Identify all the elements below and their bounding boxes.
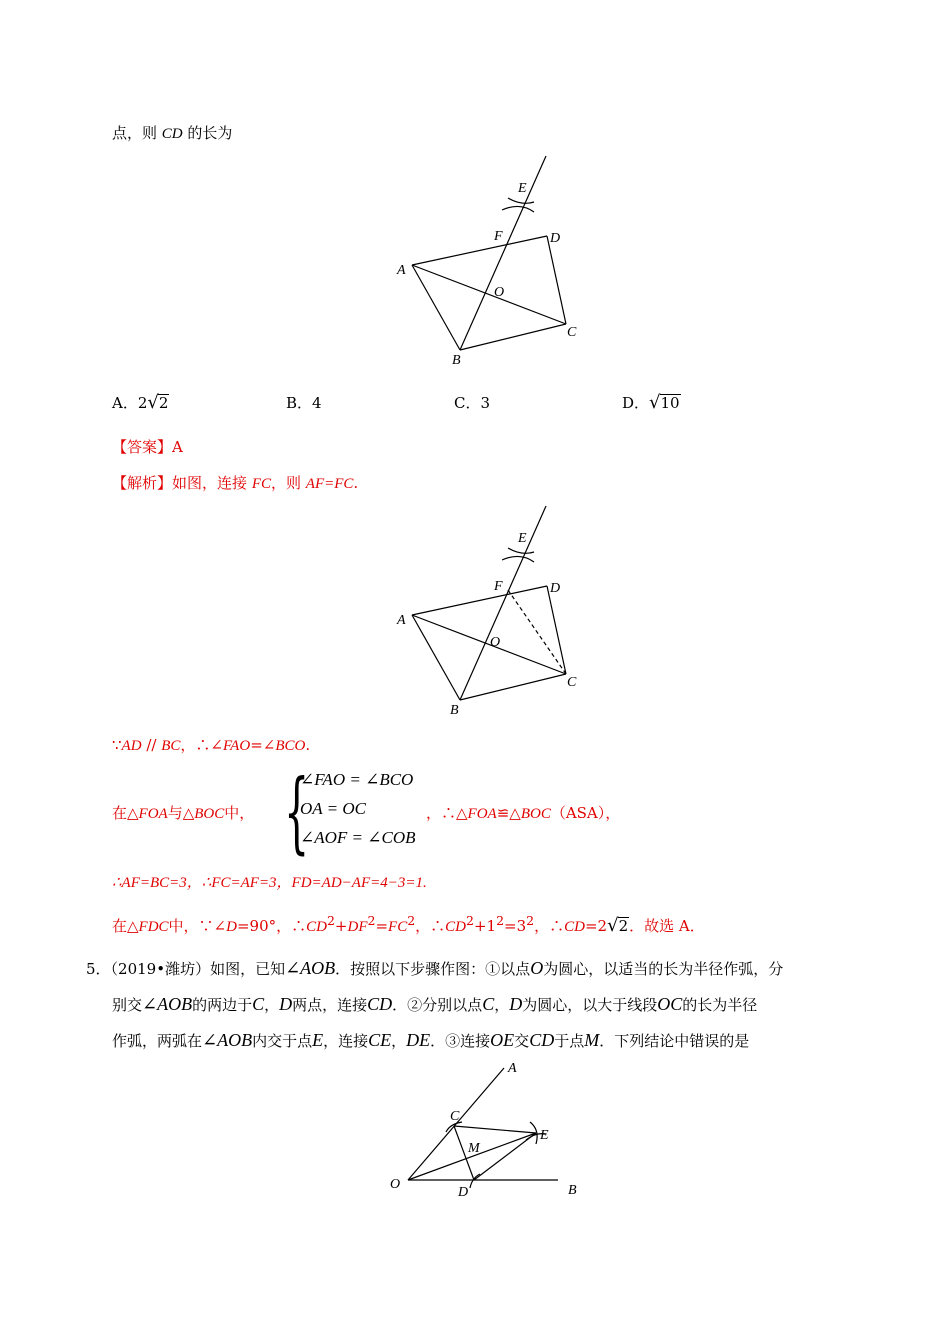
label-A: A	[508, 1061, 517, 1076]
label-F: F	[494, 579, 503, 594]
figure-analysis	[380, 500, 600, 720]
label-O: O	[390, 1177, 401, 1192]
label-D: D	[550, 231, 561, 246]
label-D: D	[458, 1185, 469, 1200]
label-B: B	[452, 353, 461, 368]
analysis-line-2-conclusion: ，∴△FOA≌△BOC（ASA），	[426, 804, 621, 822]
label-M: M	[468, 1141, 480, 1156]
label-B: B	[450, 703, 459, 718]
arc-e2	[508, 198, 534, 203]
label-C: C	[567, 675, 577, 690]
line-ce	[454, 1126, 536, 1133]
answer-line: 【答案】A	[112, 438, 183, 456]
system-row-3: ∠AOF = ∠COB	[300, 828, 416, 847]
system-row-2: OA = OC	[300, 799, 366, 818]
radical-icon: √	[147, 392, 159, 413]
question4-stem: 点，则 CD 的长为	[112, 124, 233, 142]
label-E: E	[540, 1128, 549, 1143]
system-row-1: ∠FAO = ∠BCO	[300, 770, 414, 789]
analysis-line-1: ∵AD // BC，∴∠FAO=∠BCO.	[112, 736, 311, 754]
label-E: E	[518, 531, 527, 546]
arc-e1	[502, 206, 534, 212]
analysis-line-2: 在△FOA与△BOC中，	[112, 804, 255, 822]
line-ac	[412, 265, 566, 324]
analysis-intro: 【解析】如图，连接 FC，则 AF=FC.	[112, 474, 359, 492]
radical-icon: √	[649, 392, 661, 413]
option-d[interactable]: D．√10	[622, 392, 680, 413]
line-cb	[460, 324, 566, 350]
option-b[interactable]: B．4	[286, 394, 322, 412]
question5-line-3: 作弧，两弧在∠AOB内交于点E，连接CE，DE．③连接OE交CD于点M．下列结论中错误的是	[112, 1030, 750, 1050]
label-C: C	[450, 1109, 460, 1124]
label-C: C	[567, 325, 577, 340]
analysis-line-3: ∴AF=BC=3，∴FC=AF=3，FD=AD−AF=4−3=1.	[112, 875, 427, 891]
analysis-line-4: 在△FDC中，∵∠D=90°，$\therefore CD^2+DF^2=FC^2$，$\therefore CD^2+1^2=3^2$，∴CD=2√2．故选 A．	[112, 913, 705, 936]
option-c[interactable]: C．3	[454, 394, 491, 412]
figure-q4	[380, 150, 600, 370]
label-D: D	[550, 581, 561, 596]
question5-line-1: 5．（2019•潍坊）如图，已知∠AOB．按照以下步骤作图：①以点O为圆心，以适当的长为半径作弧，分	[86, 958, 784, 978]
label-B: B	[568, 1183, 577, 1198]
line-ad	[412, 236, 547, 265]
label-A: A	[397, 263, 406, 278]
label-O: O	[494, 285, 505, 300]
label-A: A	[397, 613, 406, 628]
label-O: O	[490, 635, 501, 650]
line-be	[460, 156, 546, 350]
label-F: F	[494, 229, 503, 244]
brace-icon: {	[284, 760, 310, 863]
radical-icon: √	[607, 915, 619, 936]
line-dc	[547, 236, 566, 324]
figure-q5	[380, 1060, 600, 1210]
question5-line-2: 别交∠AOB的两边于C，D两点，连接CD．②分别以点C，D为圆心，以大于线段OC的长为半径	[112, 994, 758, 1014]
option-a[interactable]: A．2√2	[112, 392, 169, 413]
label-E: E	[518, 181, 527, 196]
line-ba	[412, 265, 460, 350]
